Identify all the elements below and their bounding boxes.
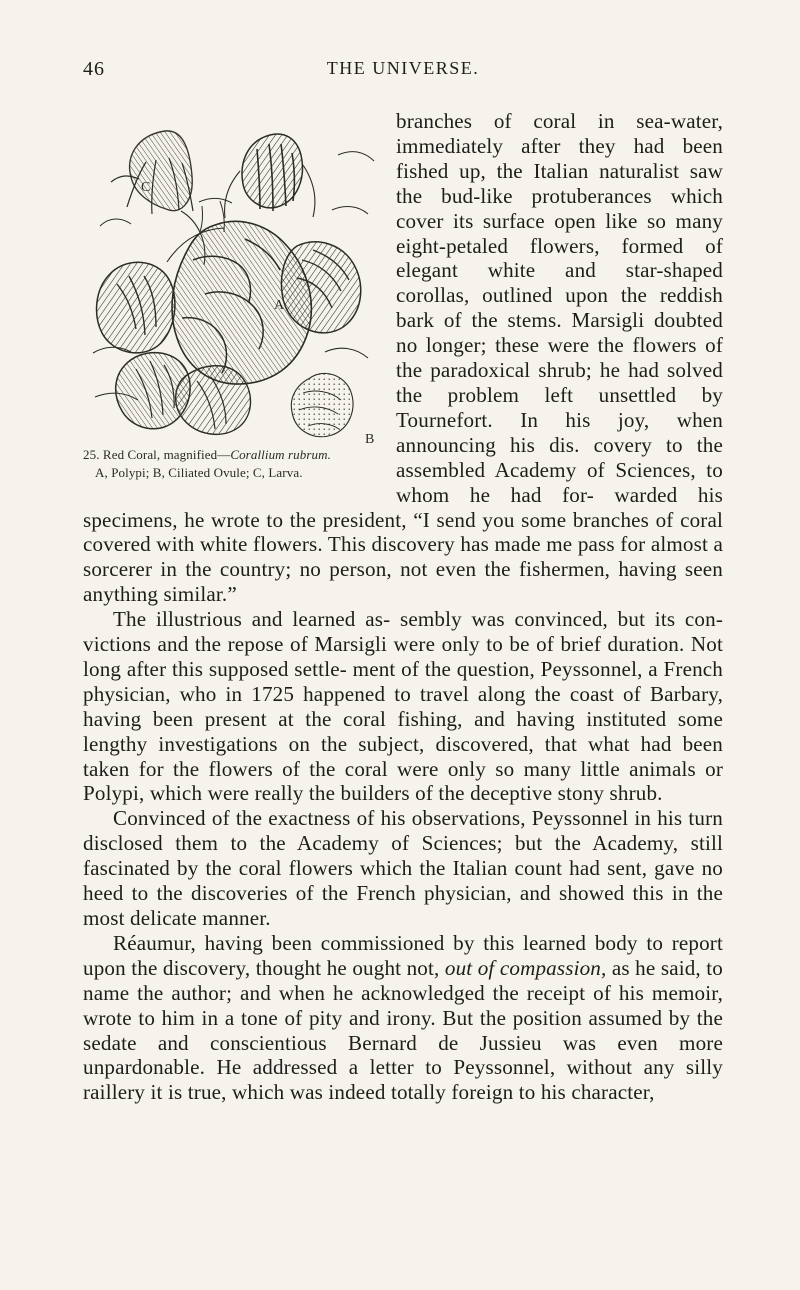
paragraph-4 [83, 931, 723, 1105]
paragraph-1: branches of coral in sea-water, immediately after they had been fished up, the Italian naturalist saw the bud-like protuberances which cover its surface open like so many eight-petaled flowers, formed of elegant white and star-shaped corollas, outlined upon the reddish bark of the stems. Marsigli doubted no longer; these were the flowers of the paradoxical shrub; he had solved the problem left unsettled by Tournefort. In his joy, when announcing his dis. covery to the assembled Academy of Sciences, to whom he had for- warded his specimens, he wrote to the president, “I send you some branches of coral covered with white flowers. This discovery has made me pass for almost a sorcerer in the country; no person, not even the fishermen, having seen anything similar.” [83, 109, 723, 607]
caption-title-prefix: Red Coral, magnified— [102, 447, 231, 462]
paragraph-2: The illustrious and learned as- sembly was convinced, but its con- victions and the repose of Marsigli were only to be of brief duration. Not long after this supposed settle- ment of the question, Peyssonnel, a French physician, who in 1725 happened to travel along the coast of Barbary, having been present at the coral fishing, and having instituted some lengthy investigations on the subject, discovered, that what had been taken for the flowers of the coral were only so many little animals or Polypi, which were really the builders of the deceptive stony shrub. [83, 607, 723, 806]
coral-illustration-icon [83, 113, 381, 443]
figure-label-b: B [365, 432, 375, 443]
page-number: 46 [83, 58, 105, 80]
caption-number: 25. [83, 447, 100, 462]
paragraph-4-italic: out of compassion, [444, 955, 607, 980]
paragraph-3: Convinced of the exactness of his observations, Peyssonnel in his turn disclosed them to the Academy of Sciences; but the Academy, still fascinated by the coral flowers which the Italian count had sent, gave no heed to the discoveries of the French physician, and showed this in the most delicate manner. [83, 806, 723, 930]
caption-title-italic: Corallium rubrum. [230, 447, 331, 462]
paragraph-4-before-italic: Réaumur, having been commissioned by this learned body to report upon the discovery, thought he ought not, [83, 930, 723, 980]
main-text-block [83, 109, 723, 1105]
page-header [83, 58, 723, 86]
figure-caption [83, 446, 381, 482]
caption-title-line [83, 446, 381, 464]
running-title: THE UNIVERSE. [326, 58, 480, 78]
figure-label-a: A [274, 298, 285, 313]
figure-label-c: C [141, 180, 151, 195]
caption-key: A, Polypi; B, Ciliated Ovule; C, Larva. [95, 465, 303, 480]
coral-figure [83, 113, 381, 487]
paragraph-4-after-italic: as he said, to name the author; and when he acknowledged the receipt of his memoir, wrote to him in a tone of pity and irony. But the position assumed by the sedate and conscientious Bernard de Jussieu was even more unpardonable. He addressed a letter to Peyssonnel, without any silly raillery it is true, which was indeed totally foreign to his character, [83, 955, 723, 1105]
